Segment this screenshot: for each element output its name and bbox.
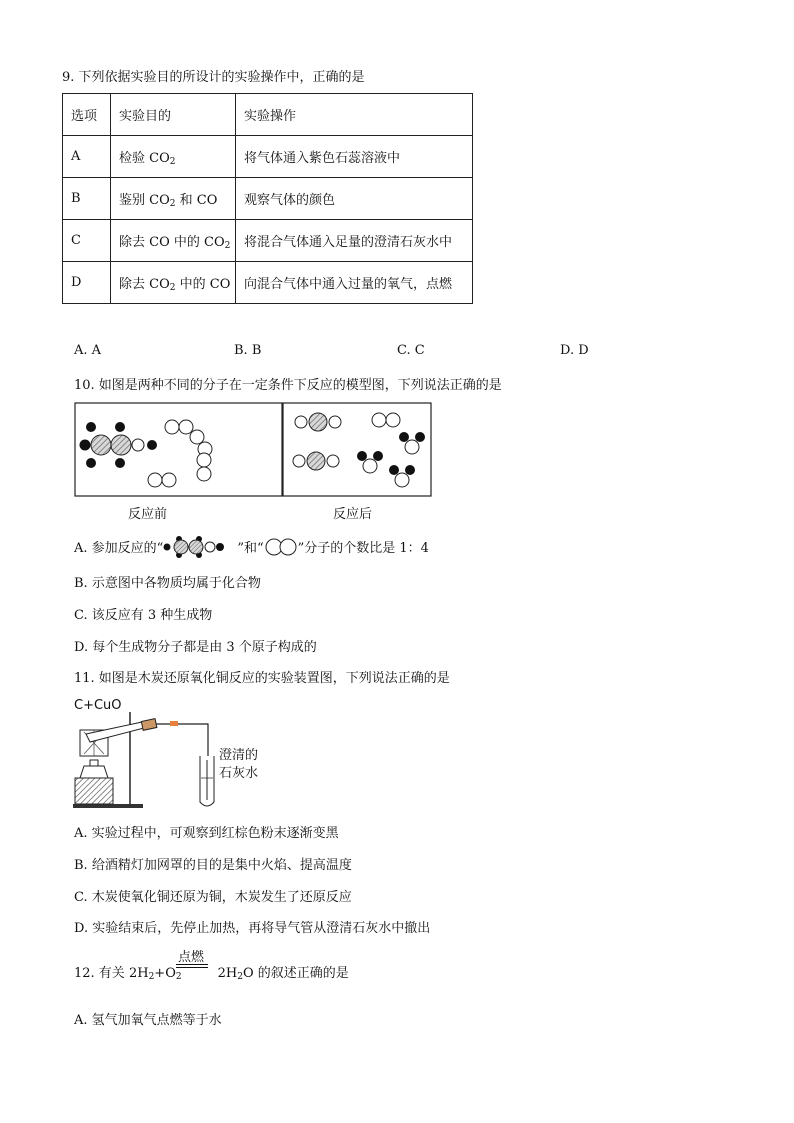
row-goal: 鉴别 $CO_2$ 和 CO: [111, 178, 236, 220]
q12-stem: 12. 有关 $2H_2+O_2$ $2H_2O$ 的叙述正确的是: [74, 966, 349, 982]
row-operation: 将混合气体通入足量的澄清石灰水中: [236, 220, 473, 262]
q9-table: [62, 93, 473, 304]
q9-choice-c: C. C: [397, 343, 425, 358]
table-row: [63, 262, 473, 304]
q11-option-c: C. 木炭使氧化铜还原为铜，木炭发生了还原反应: [74, 890, 352, 905]
q11-stem: 11. 如图是木炭还原氧化铜反应的实验装置图，下列说法正确的是: [74, 671, 450, 686]
header-operation: 实验操作: [236, 94, 473, 136]
q9-stem: 9. 下列依据实验目的所设计的实验操作中，正确的是: [62, 70, 365, 85]
q11-option-d: D. 实验结束后，先停止加热，再将导气管从澄清石灰水中撤出: [74, 921, 431, 936]
table-header-row: [63, 94, 473, 136]
q10-option-c: C. 该反应有 3 种生成物: [74, 608, 213, 623]
row-option: B: [63, 178, 111, 220]
q11-lime-label-line2: 石灰水: [219, 766, 259, 781]
q10-option-b: B. 示意图中各物质均属于化合物: [74, 576, 261, 591]
q10-option-a: A. 参加反应的“ ”和“ ”分子的个数比是 1：4: [74, 536, 429, 558]
row-goal: 除去 CO 中的 $CO_2$: [111, 220, 236, 262]
q11-reactant-label: C+CuO: [74, 698, 122, 713]
q11-option-a: A. 实验过程中，可观察到红棕色粉末逐渐变黑: [74, 826, 339, 841]
q10-stem: 10. 如图是两种不同的分子在一定条件下反应的模型图，下列说法正确的是: [74, 378, 502, 393]
q10-after-label: 反应后: [333, 507, 373, 522]
table-row: [63, 136, 473, 178]
row-operation: 观察气体的颜色: [236, 178, 473, 220]
q10-option-d: D. 每个生成物分子都是由 3 个原子构成的: [74, 640, 317, 655]
q10-before-label: 反应前: [128, 507, 168, 522]
row-goal: 检验 $CO_2$: [111, 136, 236, 178]
table-row: [63, 220, 473, 262]
q11-option-b: B. 给酒精灯加网罩的目的是集中火焰、提高温度: [74, 858, 352, 873]
row-option: C: [63, 220, 111, 262]
q9-choice-a: A. A: [74, 343, 102, 358]
big-molecule-icon: [163, 536, 237, 558]
row-option: A: [63, 136, 111, 178]
table-row: [63, 178, 473, 220]
q11-lime-label-line1: 澄清的: [219, 748, 259, 763]
q9-choice-d: D. D: [560, 343, 589, 358]
row-operation: 将气体通入紫色石蕊溶液中: [236, 136, 473, 178]
row-operation: 向混合气体中通入过量的氧气，点燃: [236, 262, 473, 304]
header-option: 选项: [63, 94, 111, 136]
oxygen-molecule-icon: [264, 537, 298, 557]
q10-after-diagram: [282, 400, 437, 500]
header-goal: 实验目的: [111, 94, 236, 136]
q9-choice-b: B. B: [234, 343, 262, 358]
row-goal: 除去 $CO_2$ 中的 CO: [111, 262, 236, 304]
q12-option-a: A. 氢气加氧气点燃等于水: [74, 1013, 222, 1028]
row-option: D: [63, 262, 111, 304]
q12-condition: 点燃: [178, 950, 205, 965]
